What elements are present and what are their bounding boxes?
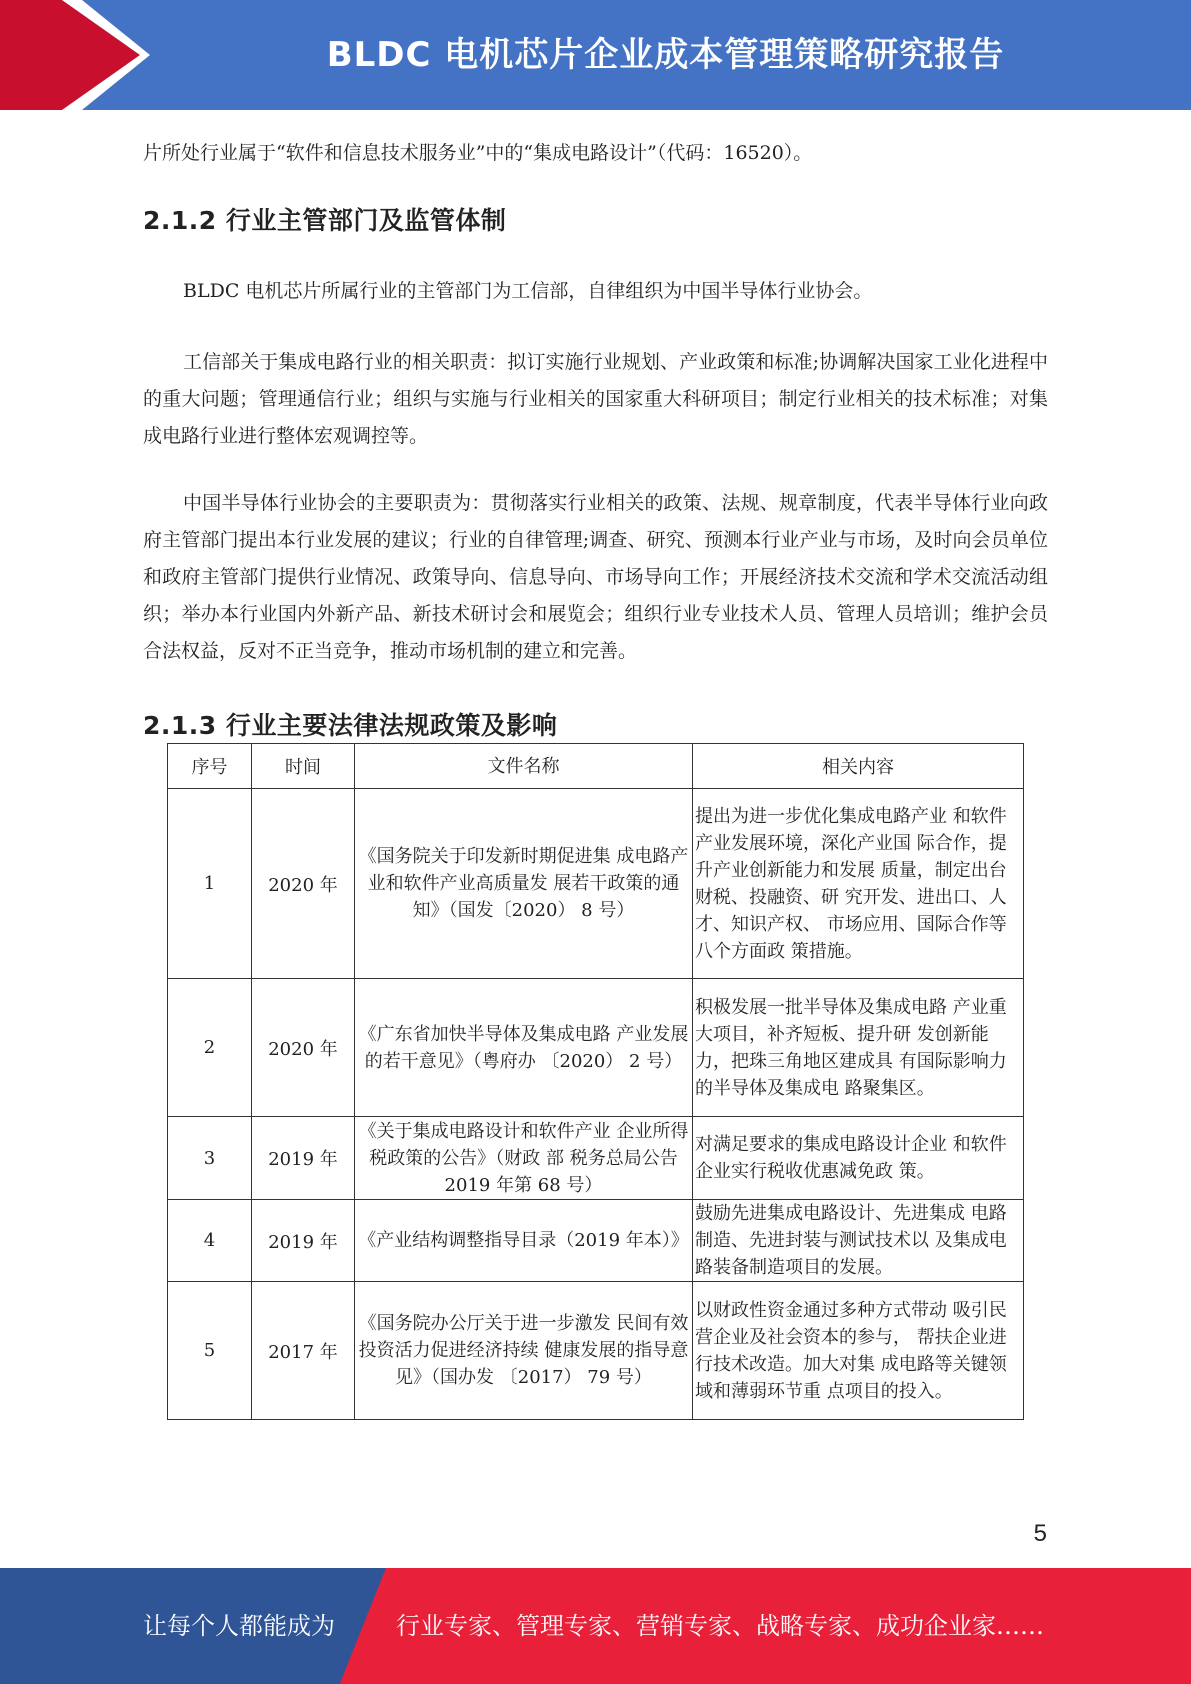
header-arrow-decoration [0,0,160,110]
cell-document-name: 《产业结构调整指导目录（2019 年本）》 [355,1200,693,1282]
table-header-row [168,744,1024,789]
table-row [168,1117,1024,1200]
table-row [168,1200,1024,1282]
cell-content: 鼓励先进集成电路设计、先进集成 电路制造、先进封装与测试技术以 及集成电路装备制造项目的发展。 [693,1200,1024,1282]
paragraph-miit-duties: 工信部关于集成电路行业的相关职责：拟订实施行业规划、产业政策和标准;协调解决国家工业化进程中的重大问题；管理通信行业；组织与实施与行业相关的国家重大科研项目；制定行业相关的技术标准；对集成电路行业进行整体宏观调控等。 [143,351,1048,447]
cell-date: 2017 年 [252,1282,355,1420]
cell-date: 2020 年 [252,789,355,979]
table-row [168,979,1024,1117]
cell-content: 积极发展一批半导体及集成电路 产业重大项目，补齐短板、提升研 发创新能力，把珠三角地区建成具 有国际影响力的半导体及集成电 路聚集区。 [693,979,1024,1117]
cell-content: 提出为进一步优化集成电路产业 和软件产业发展环境，深化产业国 际合作，提升产业创新能力和发展 质量，制定出台财税、投融资、研 究开发、进出口、人才、知识产权、 市场应用、国际合作等八个方面政 策措施。 [693,789,1024,979]
column-header-number: 序号 [168,744,252,789]
cell-content: 对满足要求的集成电路设计企业 和软件企业实行税收优惠减免政 策。 [693,1117,1024,1200]
cell-document-name: 《广东省加快半导体及集成电路 产业发展的若干意见》（粤府办 〔2020） 2 号） [355,979,693,1117]
table-row [168,789,1024,979]
footer-slogan-left: 让每个人都能成为 [143,1612,335,1640]
footer-slogan-right: 行业专家、管理专家、营销专家、战略专家、成功企业家…… [396,1612,1044,1640]
page-number: 5 [1033,1520,1047,1547]
page-footer [0,1568,1191,1684]
column-header-content: 相关内容 [693,744,1024,789]
cell-number: 4 [168,1200,252,1282]
intro-line: 片所处行业属于“软件和信息技术服务业”中的“集成电路设计”（代码：16520）。 [143,142,813,164]
cell-number: 1 [168,789,252,979]
cell-number: 3 [168,1117,252,1200]
cell-document-name: 《关于集成电路设计和软件产业 企业所得税政策的公告》（财政 部 税务总局公告 2019 年第 68 号） [355,1117,693,1200]
column-header-document: 文件名称 [355,744,693,789]
cell-number: 2 [168,979,252,1117]
cell-date: 2020 年 [252,979,355,1117]
paragraph-regulator: BLDC 电机芯片所属行业的主管部门为工信部，自律组织为中国半导体行业协会。 [183,280,873,302]
page-header [0,0,1191,110]
column-header-date: 时间 [252,744,355,789]
paragraph-association-duties: 中国半导体行业协会的主要职责为：贯彻落实行业相关的政策、法规、规章制度，代表半导体行业向政府主管部门提出本行业发展的建议；行业的自律管理;调查、研究、预测本行业产业与市场，及时向会员单位和政府主管部门提供行业情况、政策导向、信息导向、市场导向工作；开展经济技术交流和学术交流活动组织；举办本行业国内外新产品、新技术研讨会和展览会；组织行业专业技术人员、管理人员培训；维护会员合法权益，反对不正当竞争，推动市场机制的建立和完善。 [143,492,1048,662]
report-title: BLDC 电机芯片企业成本管理策略研究报告 [326,35,1005,75]
section-heading-2-1-3: 2.1.3 行业主要法律法规政策及影响 [143,711,558,740]
cell-date: 2019 年 [252,1200,355,1282]
cell-number: 5 [168,1282,252,1420]
section-heading-2-1-2: 2.1.2 行业主管部门及监管体制 [143,206,507,235]
cell-document-name: 《国务院办公厅关于进一步激发 民间有效投资活力促进经济持续 健康发展的指导意见》（国办发 〔2017） 79 号） [355,1282,693,1420]
policy-table [167,743,1024,1420]
cell-date: 2019 年 [252,1117,355,1200]
cell-document-name: 《国务院关于印发新时期促进集 成电路产业和软件产业高质量发 展若干政策的通知》（国发〔2020） 8 号） [355,789,693,979]
cell-content: 以财政性资金通过多种方式带动 吸引民营企业及社会资本的参与， 帮扶企业进行技术改造。加大对集 成电路等关键领域和薄弱环节重 点项目的投入。 [693,1282,1024,1420]
table-row [168,1282,1024,1420]
